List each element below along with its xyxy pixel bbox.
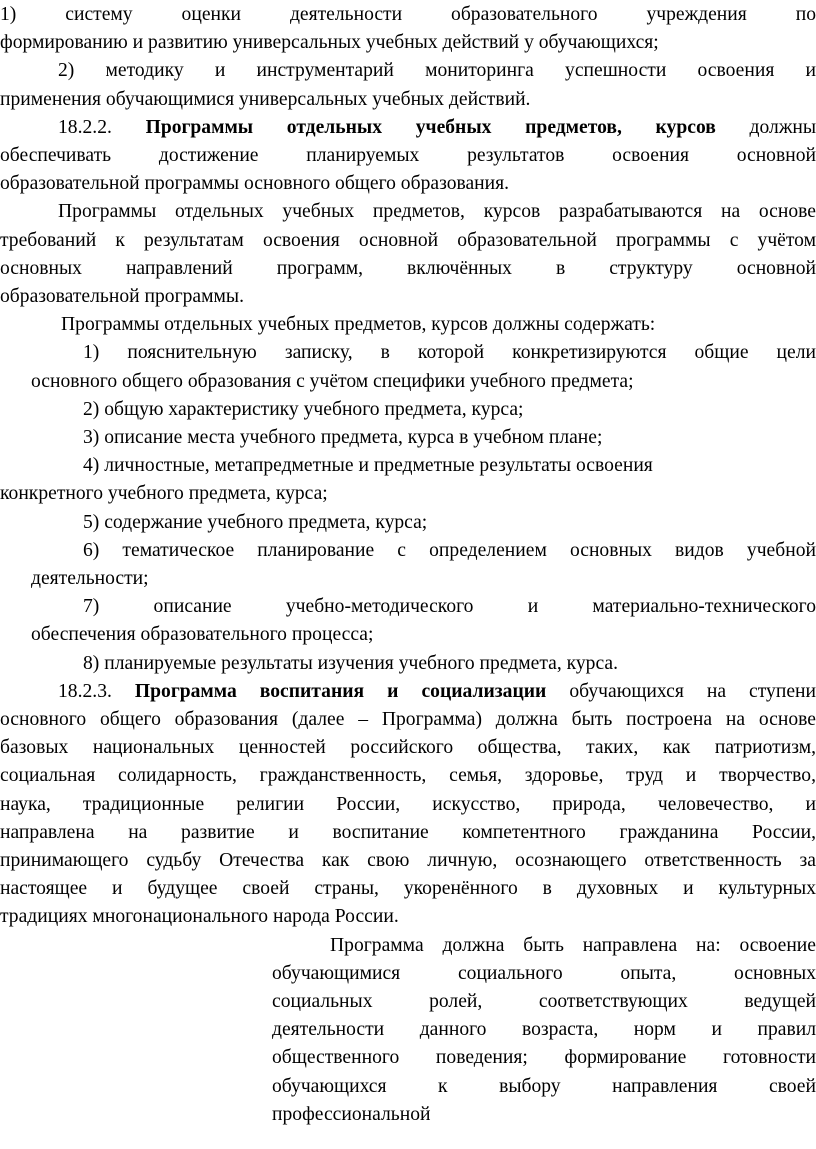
text-line: 2) методику и инструментарий мониторинга успешности освоения и (58, 60, 816, 82)
text-line: традициях многонационального народа России. (0, 906, 399, 928)
text-line: обеспечивать достижение планируемых результатов освоения основной (0, 145, 816, 166)
text-line (58, 678, 816, 706)
text-line: наука, традиционные религии России, искусство, природа, человечество, и (0, 793, 816, 815)
text-line: социальных ролей, соответствующих ведущей (272, 991, 816, 1012)
text-line: 4) личностные, метапредметные и предметные результаты освоения (83, 455, 653, 477)
text-line: 3) описание места учебного предмета, курса в учебном плане; (83, 427, 603, 448)
text-line: основных направлений программ, включённых в структуру основной (0, 257, 816, 279)
text-line: обучающихся к выбору направления своей (272, 1075, 816, 1097)
text-line: настоящее и будущее своей страны, укоренённого в духовных и культурных (0, 878, 816, 900)
text-line: 1) пояснительную записку, в которой конкретизируются общие цели (83, 342, 816, 364)
text-line: образовательной программы. (0, 286, 244, 307)
text-line: формированию и развитию универсальных учебных действий у обучающихся; (0, 32, 659, 54)
text-line: социальная солидарность, гражданственность, семья, здоровье, труд и творчество, (0, 765, 816, 787)
text-line: обучающимися социального опыта, основных (272, 962, 816, 984)
text-line: общественного поведения; формирование готовности (272, 1047, 816, 1069)
section-number: 18.2.2. (58, 116, 146, 138)
text-line: 6) тематическое планирование с определением основных видов учебной (83, 539, 816, 561)
text-line: основного общего образования (далее – Программа) должна быть построена на основе (0, 709, 816, 730)
text-line: деятельности; (31, 568, 149, 589)
text-line: конкретного учебного предмета, курса; (0, 483, 328, 505)
text-line: базовых национальных ценностей российского общества, таких, как патриотизм, (0, 737, 816, 759)
text-line: деятельности данного возраста, норм и правил (272, 1019, 816, 1041)
text-line: направлена на развитие и воспитание компетентного гражданина России, (0, 821, 816, 843)
section-heading: Программы отдельных учебных предметов, курсов (145, 116, 716, 138)
text-line: Программа должна быть направлена на: освоение (330, 934, 816, 956)
section-number: 18.2.3. (58, 680, 135, 702)
text-line: 2) общую характеристику учебного предмета, курса; (83, 398, 524, 420)
text-line: основного общего образования с учётом специфики учебного предмета; (31, 370, 634, 392)
text-line: 8) планируемые результаты изучения учебного предмета, курса. (83, 652, 619, 674)
text-line: обеспечения образовательного процесса; (31, 624, 374, 646)
text-line: применения обучающимися универсальных учебных действий. (0, 88, 531, 110)
text-line: принимающего судьбу Отечества как свою личную, осознающего ответственность за (0, 850, 816, 871)
text-line: Программы отдельных учебных предметов, курсов должны содержать: (61, 314, 656, 336)
text-line: 7) описание учебно-методического и материально-технического (83, 596, 816, 618)
text-line: Программы отдельных учебных предметов, курсов разрабатываются на основе (58, 201, 816, 223)
section-text: должны (715, 116, 816, 138)
text-line: 1) систему оценки деятельности образовательного учреждения по (0, 4, 816, 25)
text-line: профессиональной (272, 1103, 431, 1125)
text-line: требований к результатам освоения основной образовательной программы с учётом (0, 229, 816, 251)
section-heading: Программа воспитания и социализации (134, 680, 547, 702)
text-line: 5) содержание учебного предмета, курса; (83, 511, 428, 533)
section-text: обучающихся на ступени (546, 680, 816, 702)
text-line (58, 114, 816, 142)
text-line: образовательной программы основного общего образования. (0, 173, 510, 195)
